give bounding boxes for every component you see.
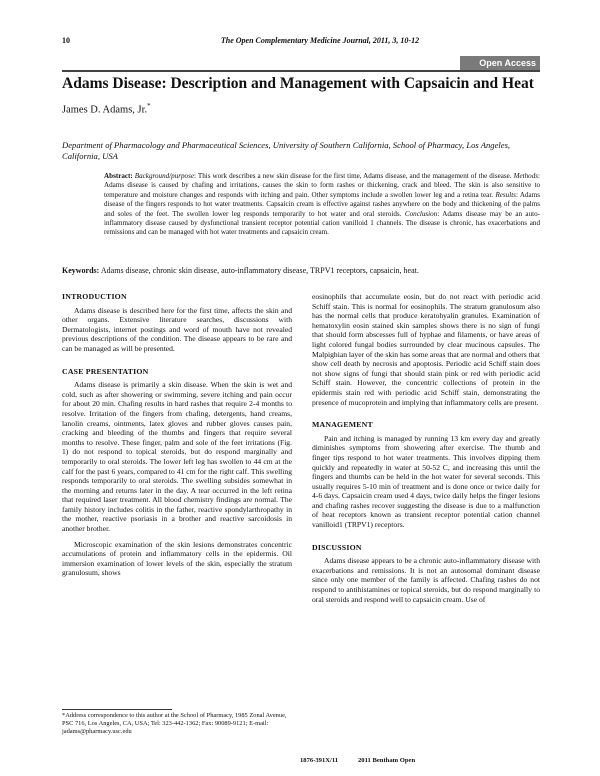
keywords xyxy=(62,266,540,276)
open-access-badge: Open Access xyxy=(460,56,540,70)
author-line xyxy=(62,102,151,116)
abstract-conclusion-text: : Adams disease may be an auto-inflammatory disease caused by dysfunctional transient receptor potential cation vanilloid 1 channels. The disease is chronic, has exacerbations and remissions and can be managed with hot water treatments and capsaicin cream. xyxy=(104,209,540,237)
right-column xyxy=(312,292,540,604)
management-heading: MANAGEMENT xyxy=(312,420,373,430)
abstract-bg-text: : This work describes a new skin disease for the first time, Adams disease, and the management of the disease. xyxy=(194,172,512,180)
discussion-paragraph: Adams disease appears to be a chronic auto-inflammatory disease with exacerbations and remissions. It is not an autosomal dominant disease since only one member of the family is affected. Chafing rashes do not respond to antihistamines or topical steroids, but do respond marginally to oral steroids and respond well to capsaicin cream. Use of xyxy=(312,556,540,604)
author-mark: * xyxy=(147,102,151,110)
running-head: The Open Complementary Medicine Journal, 2011, 3, 10-12 xyxy=(220,36,420,45)
keywords-text: Adams disease, chronic skin disease, auto-inflammatory disease, TRPV1 receptors, capsaicin, heat. xyxy=(100,266,419,275)
footnote: *Address correspondence to this author at the School of Pharmacy, 1985 Zonal Avenue, PSC 716, Los Angeles, CA, USA; Tel: 323-442-1362; Fax: 90089-9121; E-mail: jadams@pharmacy.usc.edu xyxy=(62,712,287,736)
intro-paragraph: Adams disease is described here for the first time, affects the skin and other organs. Extensive literature searches, discussions with Dermatologists, internet postings and word of mouth have not revealed previous descriptions of the condition. The disease appears to be rare and can be managed as will be presented. xyxy=(62,305,292,353)
discussion-heading: DISCUSSION xyxy=(312,542,362,552)
left-column xyxy=(62,292,292,578)
keywords-label: Keywords: xyxy=(62,266,100,275)
article-title: Adams Disease: Description and Management with Capsaicin and Heat xyxy=(62,75,534,92)
issn: 1876-391X/11 xyxy=(300,757,339,764)
abstract-conclusion-label: Conclusion xyxy=(404,209,438,218)
copyright: 2011 Bentham Open xyxy=(358,757,416,764)
abstract xyxy=(104,172,540,238)
abstract-methods-text: : Adams disease is caused by chafing and irritations, causes the skin to form rashes or thickening, crack and bleed. The skin is also sensitive to temperature and moisture changes and responds with itching and pain. Other symptoms include a swollen lower leg and a retina tear. xyxy=(104,172,540,199)
page-number: 10 xyxy=(62,36,70,45)
footnote-rule xyxy=(62,709,172,710)
abstract-bg-label: Background/purpose xyxy=(134,172,195,180)
case-heading: CASE PRESENTATION xyxy=(62,366,149,376)
abstract-results-text: : Adams disease of the fingers responds to hot water treatments. Capsaicin cream is effective against rashes anywhere on the body and thickening of the palms and soles of the feet. The swollen lower leg responds temporarily to hot water and oral steroids. xyxy=(104,190,540,218)
affiliation: Department of Pharmacology and Pharmaceutical Sciences, University of Southern California, School of Pharmacy, Los Angeles, California, USA xyxy=(62,140,511,161)
case-paragraph-1: Adams disease is primarily a skin disease. When the skin is wet and cold, such as after showering or swimming, severe itching and pain occur for about 20 min. Chafing results in hard rashes that require 2-4 months to resolve. Irritation of the fingers from chafing, detergents, hand creams, lanolin creams, ointments, latex gloves and rubber gloves causes pain, cracking and bleeding of the thumbs and fingers that require several months to resolve. These finger, palm and sole of the feet irritations (Fig. 1) do not respond to topical steroids, but do respond marginally and temporarily to oral steroids. The lower left leg has swollen to 44 cm at the calf for the past 6 years, compared to 41 cm for the right calf. This swelling responds temporarily to oral steroids. The swelling subsides somewhat in the morning and returns later in the day. A tear occurred in the left retina that required laser treatment. All blood chemistry findings are normal. The family history includes colitis in the father, reactive spondylarthropathy in the mother, reactive psoriasis in a brother and reactive sarcoidosis in another brother. xyxy=(62,380,292,534)
abstract-results-label: Results xyxy=(495,190,516,199)
header-rule xyxy=(62,70,540,72)
author-name: James D. Adams, Jr. xyxy=(62,104,148,116)
management-paragraph: Pain and itching is managed by running 13 km every day and greatly diminishes symptoms from showering after exercise. The thumb and finger tips respond to hot water treatments. This involves dipping them quickly and repeatedly in water at 50-52 C, and increasing this until the fingers and thumbs can be held in the hot water for several seconds. This usually requires 5-10 min of treatment and is done once or twice daily for 4-6 days. Capsaicin cream used 4 days, twice daily helps the finger lesions and chafing rashes recover suggesting the disease is due to a malfunction of heat receptors known as transient receptor potential cation channel vanilloid1 (TRPV1) receptors. xyxy=(312,433,540,530)
case-paragraph-2: Microscopic examination of the skin lesions demonstrates concentric accumulations of protein and inflammatory cells in the epidermis. Oil immersion examination of lower levels of the skin, especially the stratum granulosum, shows xyxy=(62,539,292,578)
abstract-label: Abstract: xyxy=(104,172,133,180)
abstract-methods-label: Methods xyxy=(513,172,539,180)
case-continued: eosinophils that accumulate eosin, but do not react with periodic acid Schiff stain. This is normal for eosinophils. The stratum granulosum also has the normal cells that produce keratohyalin granules. Examination of hematoxylin eosin stained skin samples shows there is no sign of fungi that should form abscesses full of hyphae and filaments, or have areas of light colored fungal bodies surrounded by clear mucinous capsules. The Malpighian layer of the skin has some areas that are normal and others that show cell death by necrosis and apoptosis. Periodic acid Schiff stain does not show signs of fungi that should stain pink or red with periodic acid Schiff stain. However, the concentric collections of protein in the epidermis stain red with periodic acid Schiff stain, demonstrating the presence of mucoprotein and implying that inflammatory cells are present. xyxy=(312,292,540,407)
intro-heading: INTRODUCTION xyxy=(62,292,127,301)
